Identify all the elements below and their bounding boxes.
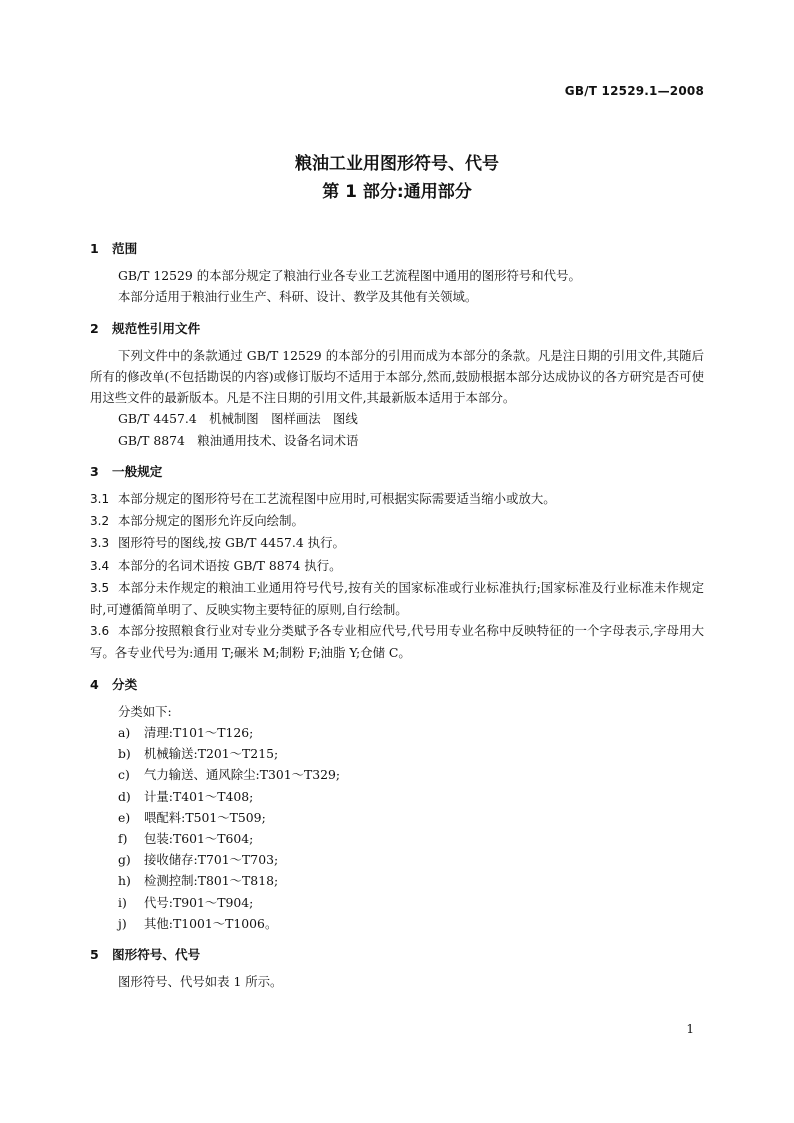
list-text: 包装:T601～T604; — [144, 831, 254, 847]
list-item — [90, 913, 704, 934]
clause — [90, 555, 704, 577]
list-text: 清理:T101～T126; — [144, 725, 254, 741]
section-title: 一般规定 — [112, 463, 163, 479]
clause — [90, 532, 704, 554]
list-marker: d) — [118, 788, 131, 804]
section-number: 2 — [90, 320, 99, 336]
clause-number: 3.2 — [90, 514, 110, 529]
paragraph: GB/T 12529 的本部分规定了粮油行业各专业工艺流程图中通用的图形符号和代号。 — [118, 268, 581, 284]
clause-text: 本部分按照粮食行业对专业分类赋予各专业相应代号,代号用专业名称中反映特征的一个字母表示,字母用大写。各专业代号为:通用 T;碾米 M;制粉 F;油脂 Y;仓储 C。 — [90, 623, 704, 661]
section-heading-scope — [90, 238, 704, 259]
list-text: 接收储存:T701～T703; — [144, 852, 279, 868]
list-item — [90, 786, 704, 807]
clause-text: 本部分未作规定的粮油工业通用符号代号,按有关的国家标准或行业标准执行;国家标准及行业标准未作规定时,可遵循简单明了、反映实物主要特征的原则,自行绘制。 — [90, 579, 704, 618]
section-heading-classification — [90, 674, 704, 695]
clause — [90, 488, 704, 510]
clause — [90, 620, 704, 663]
list-item — [90, 722, 704, 743]
section-number: 4 — [90, 676, 99, 692]
paragraph: 本部分适用于粮油行业生产、科研、设计、教学及其他有关领域。 — [118, 289, 478, 305]
page-number: 1 — [686, 1022, 694, 1036]
title-line-1: 粮油工业用图形符号、代号 — [295, 154, 499, 174]
clause-text: 图形符号的图线,按 GB/T 4457.4 执行。 — [118, 535, 345, 551]
list-marker: i) — [118, 894, 127, 910]
clause-text: 本部分规定的图形符号在工艺流程图中应用时,可根据实际需要适当缩小或放大。 — [118, 491, 556, 507]
clause — [90, 577, 704, 620]
list-item — [90, 870, 704, 891]
section-heading-normative-references — [90, 318, 704, 339]
section-number: 5 — [90, 947, 99, 963]
section-title: 规范性引用文件 — [112, 320, 201, 336]
section-heading-general-rules — [90, 461, 704, 482]
document-body — [90, 238, 704, 993]
list-marker: f) — [118, 831, 128, 847]
list-marker: j) — [118, 915, 127, 931]
list-text: 其他:T1001～T1006。 — [144, 915, 278, 931]
paragraph: 分类如下: — [118, 703, 172, 719]
list-item — [90, 764, 704, 785]
clause-text: 本部分的名词术语按 GB/T 8874 执行。 — [118, 557, 342, 573]
list-text: 代号:T901～T904; — [144, 894, 254, 910]
clause-number: 3.3 — [90, 536, 110, 551]
clause-number: 3.4 — [90, 558, 110, 573]
clause-text: 本部分规定的图形允许反向绘制。 — [118, 513, 304, 529]
clause-number: 3.6 — [90, 624, 110, 639]
list-marker: c) — [118, 767, 130, 783]
list-item — [90, 892, 704, 913]
section-title: 分类 — [112, 676, 138, 692]
list-marker: a) — [118, 725, 131, 741]
list-marker: g) — [118, 852, 131, 868]
paragraph: 图形符号、代号如表 1 所示。 — [118, 974, 283, 990]
classification-list — [90, 722, 704, 934]
clause — [90, 510, 704, 532]
clause-number: 3.5 — [90, 580, 110, 595]
section-number: 3 — [90, 463, 99, 479]
list-item — [90, 743, 704, 764]
list-text: 机械输送:T201～T215; — [144, 746, 279, 762]
title-line-2: 第 1 部分:通用部分 — [322, 182, 472, 202]
list-item — [90, 849, 704, 870]
reference-item: GB/T 4457.4 机械制图 图样画法 图线 — [118, 411, 358, 427]
list-text: 计量:T401～T408; — [144, 788, 254, 804]
list-marker: b) — [118, 746, 131, 762]
section-number: 1 — [90, 241, 99, 256]
list-item — [90, 828, 704, 849]
section-heading-symbols-codes — [90, 944, 704, 965]
list-marker: e) — [118, 809, 131, 825]
clause-number: 3.1 — [90, 492, 110, 507]
reference-item: GB/T 8874 粮油通用技术、设备名词术语 — [118, 432, 359, 448]
list-text: 喂配料:T501～T509; — [144, 809, 266, 825]
list-item — [90, 807, 704, 828]
standard-number: GB/T 12529.1—2008 — [564, 84, 704, 98]
list-text: 检测控制:T801～T818; — [144, 873, 279, 889]
section-title: 范围 — [112, 241, 138, 256]
document-title — [0, 150, 794, 206]
list-text: 气力输送、通风除尘:T301～T329; — [144, 767, 341, 783]
list-marker: h) — [118, 873, 131, 889]
paragraph: 下列文件中的条款通过 GB/T 12529 的本部分的引用而成为本部分的条款。凡是注日期的引用文件,其随后所有的修改单(不包括勘误的内容)或修订版均不适用于本部分,然而,鼓励根据本部分达成协议的各方研究是否可使用这些文件的最新版本。凡是不注日期的引用文件,其最新版本适用于本部分。 — [90, 347, 704, 406]
section-title: 图形符号、代号 — [112, 947, 201, 963]
